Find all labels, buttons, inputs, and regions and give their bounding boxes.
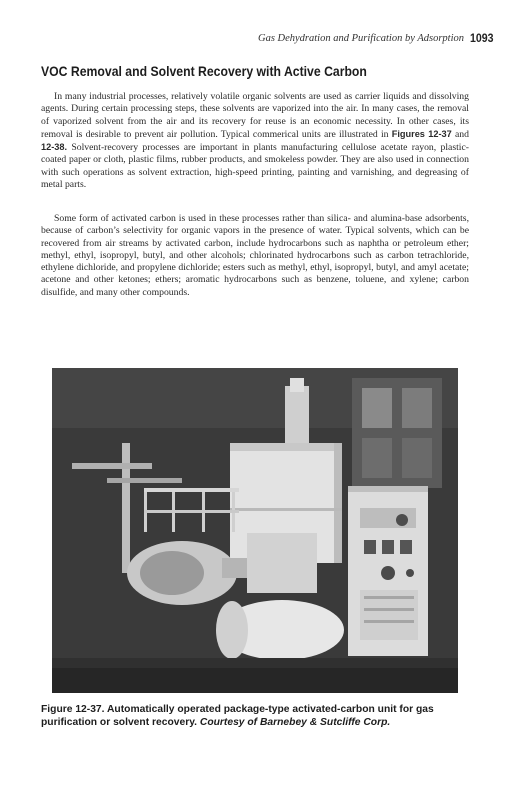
equipment-illustration — [52, 368, 458, 693]
section-heading: VOC Removal and Solvent Recovery with Active Carbon — [41, 64, 367, 79]
figure-caption — [41, 703, 481, 729]
paragraph-1-and: and — [451, 128, 469, 140]
figure-credit: Courtesy of Barnebey & Sutcliffe Corp. — [199, 717, 391, 729]
paragraph-1 — [41, 91, 469, 191]
figure-ref-12-38: 12-38. — [41, 142, 68, 153]
paragraph-2 — [41, 213, 469, 299]
page-number: 1093 — [470, 31, 494, 45]
figure-ref-12-37: Figures 12-37 — [391, 128, 452, 139]
figure-caption-text: Figure 12-37. Automatically operated package-type activated-carbon unit for gas purification or solvent recovery. — [41, 704, 434, 729]
running-head: Gas Dehydration and Purification by Adsorption — [257, 33, 464, 44]
paragraph-1-text-b: Solvent-recovery processes are important in plants manufacturing cellulose acetate rayon, plastic-coated paper or cloth, plastic films, rubber products, and smokeless powder. They are also used in connection with such operations as solvent extraction, high-speed printing, painting and varnishing, and degreasing of metal parts. — [41, 142, 469, 191]
paragraph-1-text-a: In many industrial processes, relatively volatile organic solvents are used as carrier liquids and dissolving agents. During certain processing steps, these solvents are vaporized into the air. In many cases, the removal of vaporized solvent from the air and its recovery for reuse is an economic necessity. In other cases, its removal is desirable to prevent air pollution. Typical commerical units are illustrated in — [41, 91, 469, 140]
paragraph-2-text: Some form of activated carbon is used in these processes rather than silica- and alumina-base adsorbents, because of carbon’s selectivity for organic vapors in the presence of water. Typical solvents, which can be recovered from air streams by activated carbon, include hydrocarbons such as naphtha or petroleum ether; methyl, ethyl, isopropyl, butyl, and other alcohols; chlorinated hydrocarbons such as carbon tetrachloride, ethylene dichloride, and propylene dichloride; esters such as methyl, ethyl, isopropyl, butyl, and amyl acetate; acetone and other ketones; ethers; aromatic hydrocarbons such as benzene, toluene, and xylene; carbon disulfide, and many other compounds. — [41, 213, 469, 298]
equipment-photo — [52, 368, 458, 693]
